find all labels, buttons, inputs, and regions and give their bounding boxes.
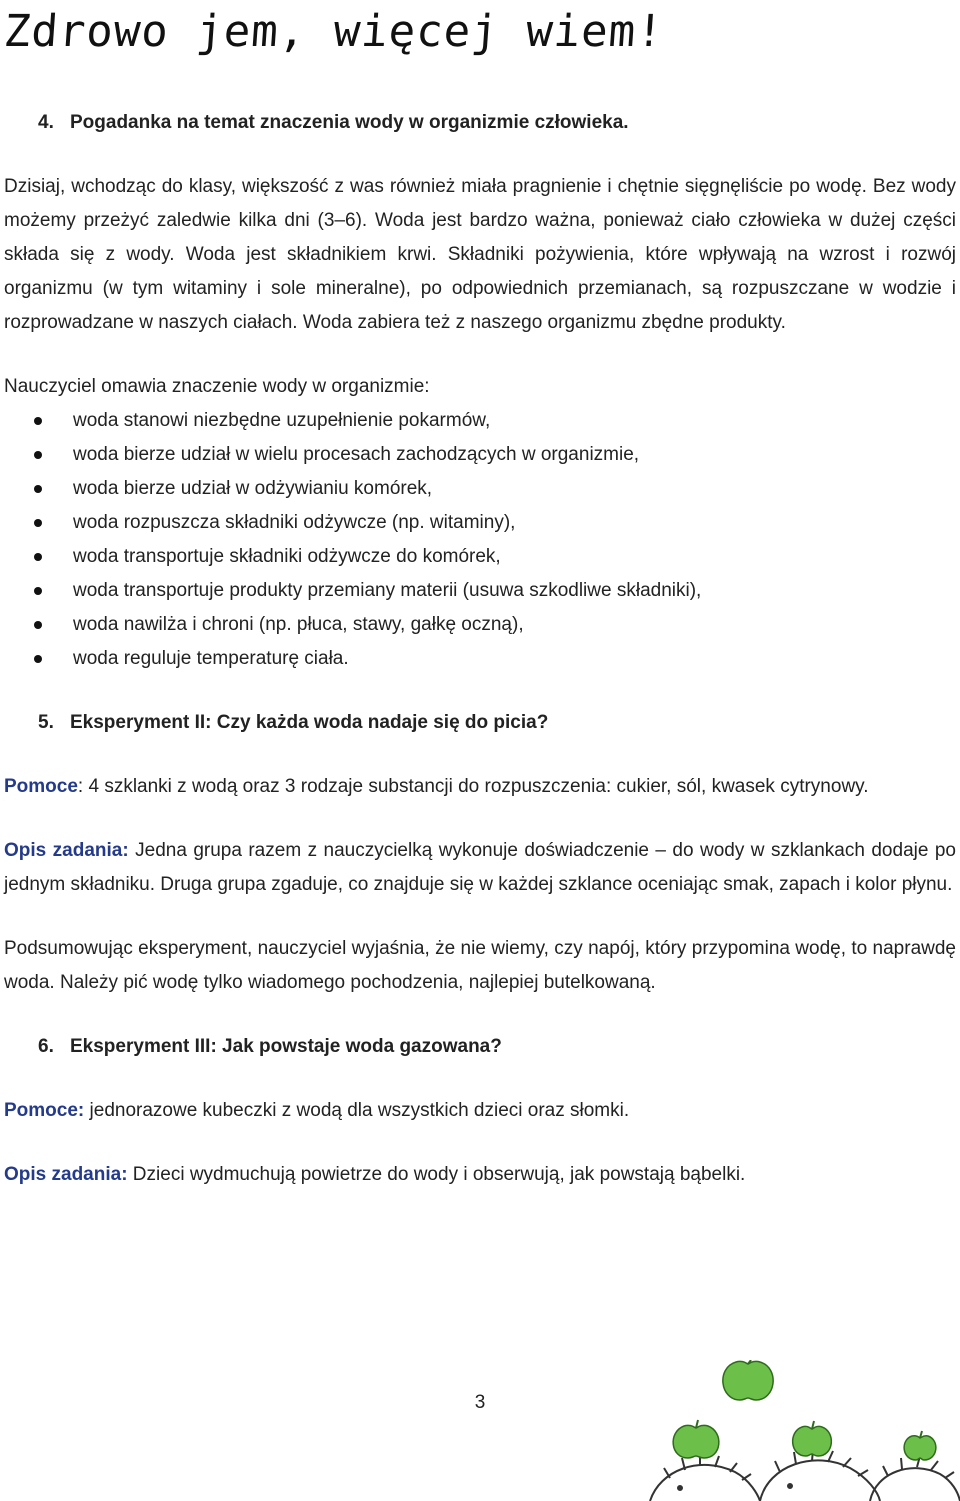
task-label: Opis zadania:	[4, 1164, 128, 1185]
page-number: 3	[474, 1392, 486, 1413]
section-6-heading	[4, 1030, 956, 1064]
section-5-heading	[4, 706, 956, 740]
content	[4, 106, 956, 1192]
section-title: Eksperyment III: Jak powstaje woda gazowana?	[70, 1036, 502, 1057]
section-title: Eksperyment II: Czy każda woda nadaje się do picia?	[70, 712, 549, 733]
list-item: woda bierze udział w odżywianiu komórek,	[4, 472, 956, 506]
task-label: Opis zadania:	[4, 840, 129, 861]
section-4-lead: Nauczyciel omawia znaczenie wody w organizmie:	[4, 376, 430, 397]
section-5-summary: Podsumowując eksperyment, nauczyciel wyjaśnia, że nie wiemy, czy napój, który przypomina wodę, to naprawdę woda. Należy pić wodę tylko wiadomego pochodzenia, najlepiej butelkowaną.	[4, 938, 956, 993]
section-5-task	[4, 834, 956, 902]
bullet-icon	[34, 587, 42, 595]
list-item: woda nawilża i chroni (np. płuca, stawy, gałkę oczną),	[4, 608, 956, 642]
section-number: 5.	[38, 712, 54, 733]
bullet-icon	[34, 519, 42, 527]
aids-label: Pomoce	[4, 776, 78, 797]
section-4-intro: Dzisiaj, wchodząc do klasy, większość z was również miała pragnienie i chętnie sięgnęliście po wodę. Bez wody możemy przeżyć zaledwie kilka dni (3–6). Woda jest bardzo ważna, ponieważ ciało człowieka w dużej części składa się z wody. Woda jest składnikiem krwi. Składniki pożywienia, które wpływają na wzrost i rozwój organizmu (w tym witaminy i sole mineralne), po odpowiednich przemianach, są rozpuszczane w wodzie i rozprowadzane w naszych ciałach. Woda zabiera też z naszego organizmu zbędne produkty.	[4, 176, 956, 333]
water-roles-list	[4, 404, 956, 676]
list-item: woda stanowi niezbędne uzupełnienie pokarmów,	[4, 404, 956, 438]
section-6-task	[4, 1158, 956, 1192]
list-item: woda transportuje produkty przemiany materii (usuwa szkodliwe składniki),	[4, 574, 956, 608]
section-number: 4.	[38, 112, 54, 133]
task-text: Dzieci wydmuchują powietrze do wody i obserwują, jak powstają bąbelki.	[127, 1164, 746, 1185]
bullet-icon	[34, 451, 42, 459]
aids-text: jednorazowe kubeczki z wodą dla wszystkich dzieci oraz słomki.	[84, 1100, 630, 1121]
section-4-heading	[4, 106, 956, 140]
section-title: Pogadanka na temat znaczenia wody w organizmie człowieka.	[70, 112, 629, 133]
section-5-aids	[4, 770, 956, 804]
section-number: 6.	[38, 1036, 54, 1057]
aids-label: Pomoce:	[4, 1100, 85, 1121]
list-item: woda transportuje składniki odżywcze do komórek,	[4, 540, 956, 574]
list-item: woda reguluje temperaturę ciała.	[4, 642, 956, 676]
list-item: woda bierze udział w wielu procesach zachodzących w organizmie,	[4, 438, 956, 472]
bullet-icon	[34, 417, 42, 425]
task-text: Jedna grupa razem z nauczycielką wykonuje doświadczenie – do wody w szklankach dodaje po jednym składniku. Druga grupa zgaduje, co znajduje się w każdej szklance oceniając smak, zapach i kolor płynu.	[4, 840, 956, 895]
bullet-icon	[34, 655, 42, 663]
header-title: Zdrowo jem, więcej wiem!	[2, 6, 666, 57]
section-6-aids	[4, 1094, 956, 1128]
bullet-icon	[34, 621, 42, 629]
apple-hedgehog-illustration-icon	[640, 1360, 960, 1501]
list-item: woda rozpuszcza składniki odżywcze (np. witaminy),	[4, 506, 956, 540]
aids-text: : 4 szklanki z wodą oraz 3 rodzaje substancji do rozpuszczenia: cukier, sól, kwasek cytrynowy.	[77, 776, 869, 797]
bullet-icon	[34, 485, 42, 493]
bullet-icon	[34, 553, 42, 561]
